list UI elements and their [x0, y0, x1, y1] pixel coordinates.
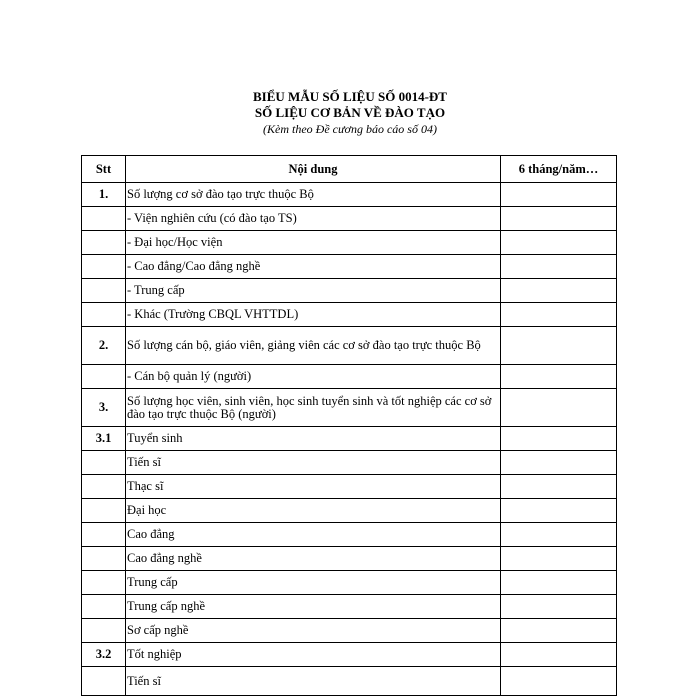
row-stt	[82, 571, 126, 595]
row-content: Số lượng cán bộ, giáo viên, giảng viên các cơ sở đào tạo trực thuộc Bộ	[126, 327, 501, 365]
row-value	[501, 643, 617, 667]
table-row	[82, 571, 617, 595]
row-stt	[82, 667, 126, 696]
row-stt	[82, 451, 126, 475]
table-row	[82, 451, 617, 475]
row-content: Cao đẳng	[126, 523, 501, 547]
row-content: - Viện nghiên cứu (có đào tạo TS)	[126, 207, 501, 231]
row-value	[501, 279, 617, 303]
form-subtitle: SỐ LIỆU CƠ BẢN VỀ ĐÀO TẠO	[254, 105, 446, 120]
row-content: Số lượng học viên, sinh viên, học sinh tuyển sinh và tốt nghiệp các cơ sở đào tạo trực thuộc Bộ (người)	[126, 389, 501, 427]
row-stt: 3.1	[82, 427, 126, 451]
row-content: - Đại học/Học viện	[126, 231, 501, 255]
table-row	[82, 255, 617, 279]
row-value	[501, 475, 617, 499]
row-content: Tốt nghiệp	[126, 643, 501, 667]
row-value	[501, 327, 617, 365]
row-stt	[82, 231, 126, 255]
row-value	[501, 667, 617, 696]
row-content: Sơ cấp nghề	[126, 619, 501, 643]
form-note: (Kèm theo Đề cương báo cáo số 04)	[263, 122, 437, 136]
header-content: Nội dung	[126, 156, 501, 183]
row-stt	[82, 499, 126, 523]
row-value	[501, 231, 617, 255]
row-stt	[82, 547, 126, 571]
table-header-row	[82, 156, 617, 183]
row-stt	[82, 303, 126, 327]
table-row	[82, 389, 617, 427]
row-content: Tiến sĩ	[126, 667, 501, 696]
row-value	[501, 547, 617, 571]
table-row	[82, 595, 617, 619]
table-row	[82, 547, 617, 571]
row-content: Cao đẳng nghề	[126, 547, 501, 571]
row-content: - Cán bộ quản lý (người)	[126, 365, 501, 389]
data-table	[81, 155, 617, 696]
row-value	[501, 365, 617, 389]
table-row	[82, 365, 617, 389]
row-stt	[82, 365, 126, 389]
row-value	[501, 303, 617, 327]
table-row	[82, 279, 617, 303]
row-content: Đại học	[126, 499, 501, 523]
row-value	[501, 595, 617, 619]
table-row	[82, 475, 617, 499]
row-value	[501, 451, 617, 475]
row-content: Tuyển sinh	[126, 427, 501, 451]
row-content: Tiến sĩ	[126, 451, 501, 475]
row-content: Số lượng cơ sở đào tạo trực thuộc Bộ	[126, 183, 501, 207]
row-stt	[82, 255, 126, 279]
table-row	[82, 619, 617, 643]
row-value	[501, 389, 617, 427]
row-stt	[82, 595, 126, 619]
row-stt	[82, 207, 126, 231]
row-stt	[82, 523, 126, 547]
table-row	[82, 499, 617, 523]
row-value	[501, 499, 617, 523]
row-value	[501, 427, 617, 451]
row-stt: 3.	[82, 389, 126, 427]
table-row	[82, 303, 617, 327]
row-value	[501, 183, 617, 207]
row-content: Thạc sĩ	[126, 475, 501, 499]
row-stt	[82, 619, 126, 643]
row-stt: 3.2	[82, 643, 126, 667]
table-row	[82, 231, 617, 255]
row-content: - Khác (Trường CBQL VHTTDL)	[126, 303, 501, 327]
row-value	[501, 571, 617, 595]
row-value	[501, 523, 617, 547]
table-row	[82, 667, 617, 696]
table-row	[82, 427, 617, 451]
row-value	[501, 255, 617, 279]
table-row	[82, 183, 617, 207]
form-title: BIỂU MẪU SỐ LIỆU SỐ 0014-ĐT	[253, 89, 447, 104]
header-stt: Stt	[82, 156, 126, 183]
row-content: Trung cấp	[126, 571, 501, 595]
row-stt: 2.	[82, 327, 126, 365]
table-row	[82, 207, 617, 231]
row-content: - Trung cấp	[126, 279, 501, 303]
row-stt	[82, 475, 126, 499]
row-value	[501, 619, 617, 643]
row-content: Trung cấp nghề	[126, 595, 501, 619]
header-period: 6 tháng/năm…	[501, 156, 617, 183]
row-content: - Cao đẳng/Cao đẳng nghề	[126, 255, 501, 279]
table-row	[82, 643, 617, 667]
table-row	[82, 523, 617, 547]
table-row	[82, 327, 617, 365]
row-stt: 1.	[82, 183, 126, 207]
row-stt	[82, 279, 126, 303]
row-value	[501, 207, 617, 231]
